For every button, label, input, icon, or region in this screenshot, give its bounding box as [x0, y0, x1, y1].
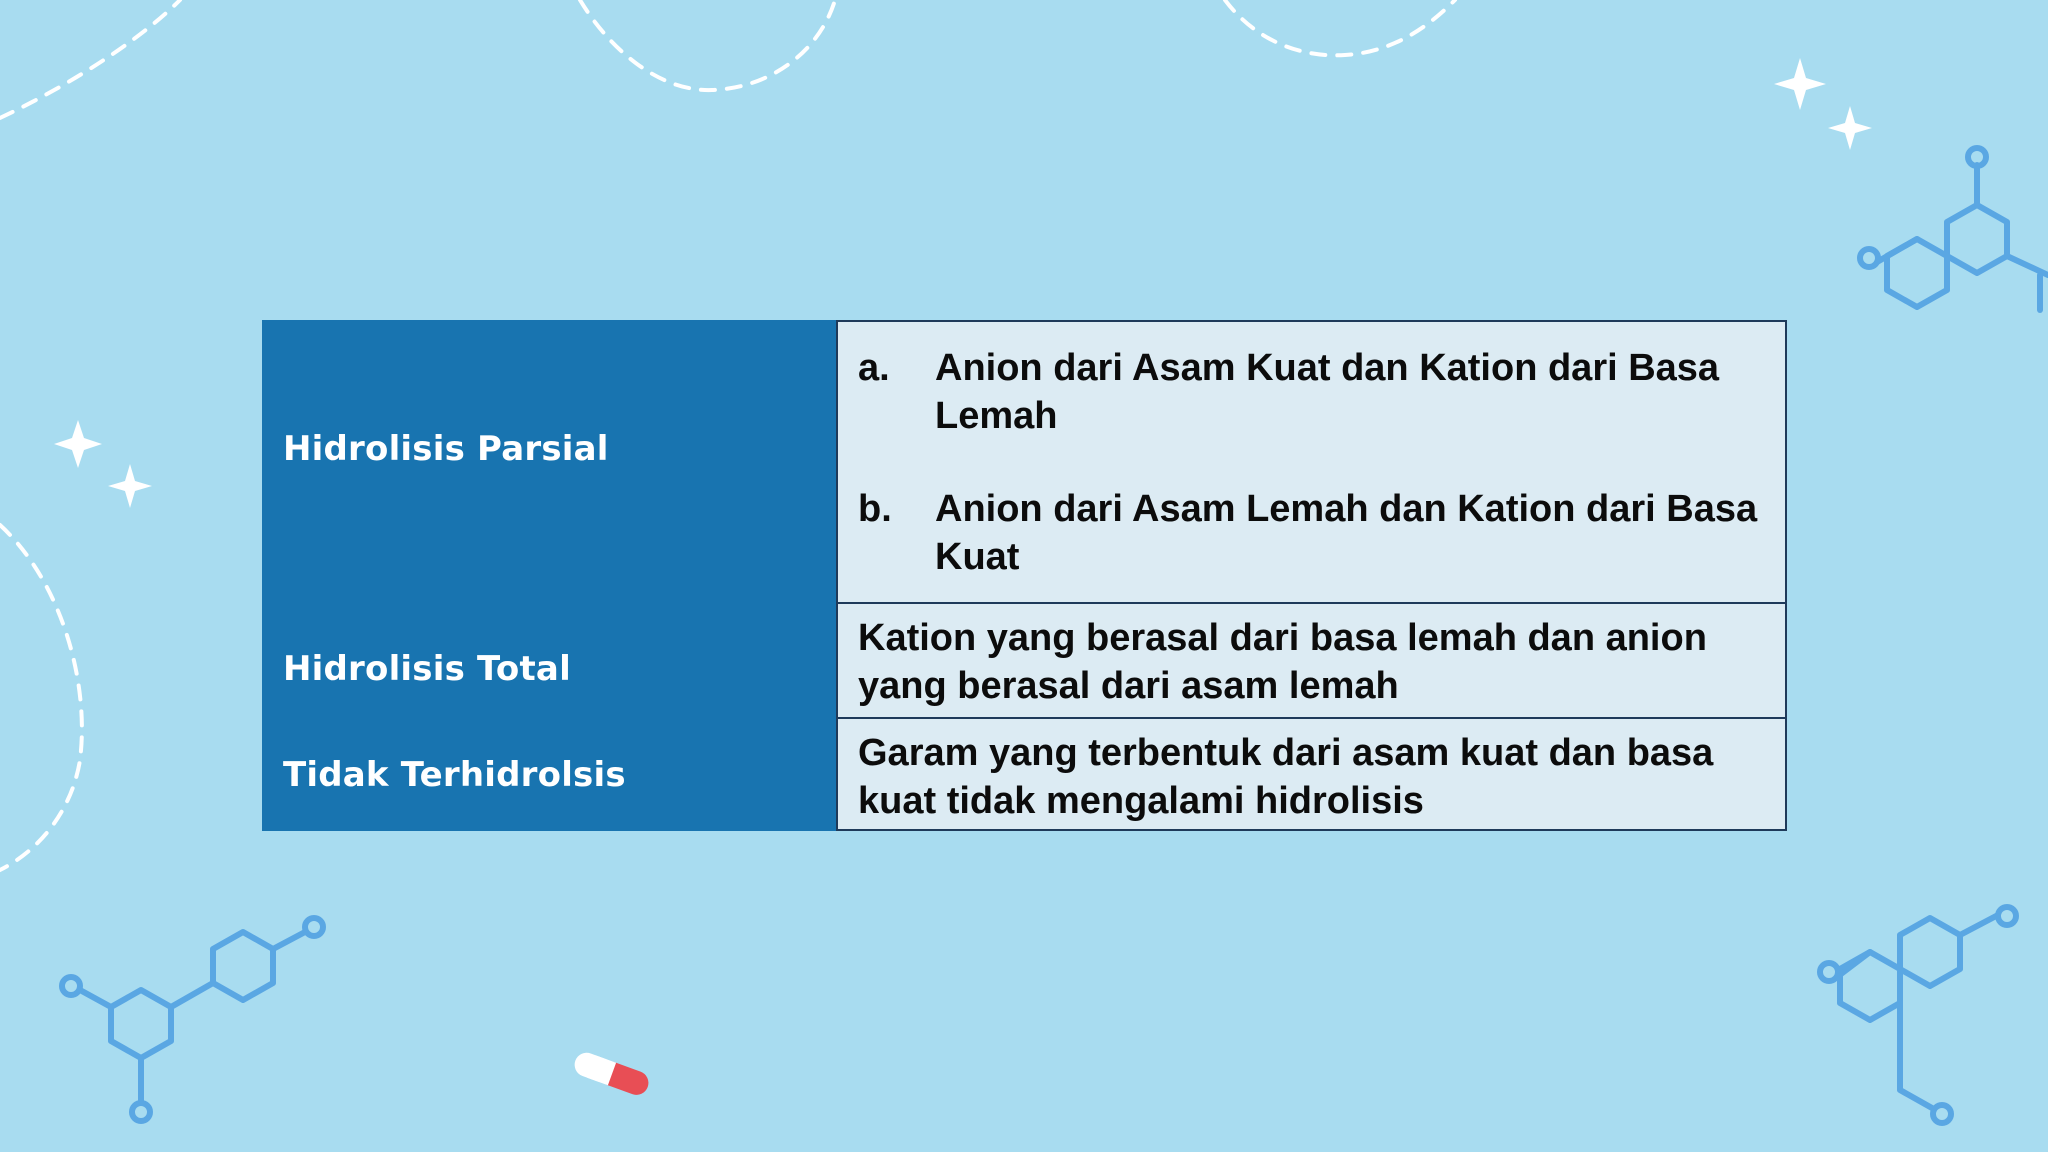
list-item — [858, 485, 1761, 581]
row-label: Tidak Terhidrolsis — [283, 754, 626, 795]
row-label: Hidrolisis Total — [283, 648, 571, 689]
list-item — [858, 344, 1761, 440]
row-label-cell — [262, 603, 836, 718]
list-text: Anion dari Asam Kuat dan Kation dari Basa Lemah — [935, 347, 1720, 437]
list-text: Anion dari Asam Lemah dan Kation dari Basa Kuat — [935, 488, 1758, 578]
row-description-cell — [836, 603, 1787, 718]
row-label-cell — [262, 320, 836, 603]
capsule-icon — [571, 1049, 652, 1098]
list-marker: a. — [858, 347, 890, 389]
hydrolysis-table — [262, 320, 1787, 831]
row-description: Kation yang berasal dari basa lemah dan anion yang berasal dari asam lemah — [858, 617, 1707, 707]
row-label: Hidrolisis Parsial — [283, 428, 609, 469]
row-description-cell — [836, 718, 1787, 831]
list-marker: b. — [858, 488, 892, 530]
row-description-cell — [836, 320, 1787, 603]
row-description: Garam yang terbentuk dari asam kuat dan basa kuat tidak mengalami hidrolisis — [858, 732, 1714, 822]
row-label-cell — [262, 718, 836, 831]
